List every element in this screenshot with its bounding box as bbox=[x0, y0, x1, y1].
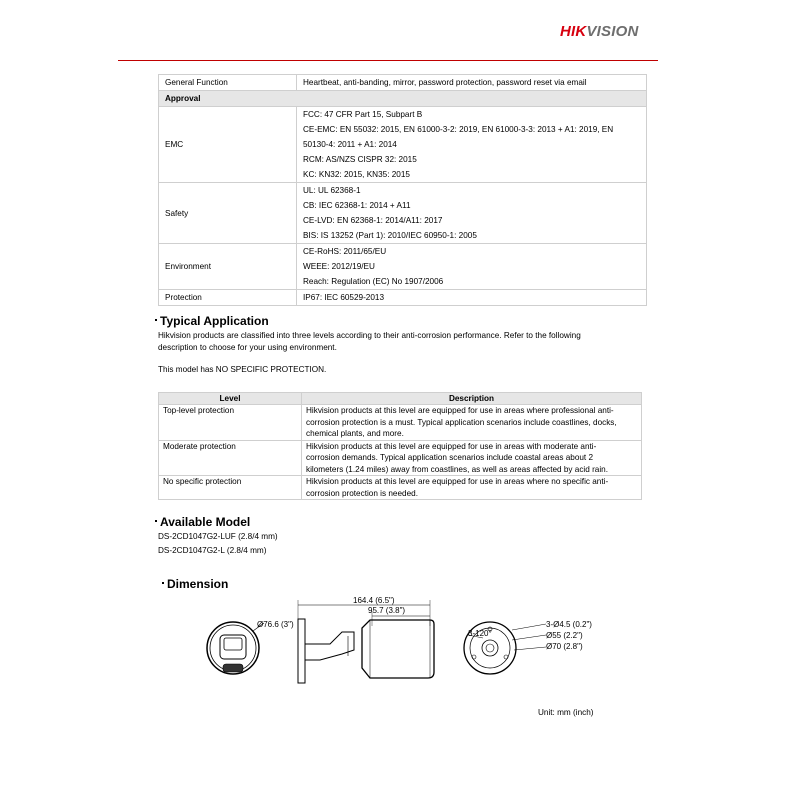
emc-label: EMC bbox=[159, 107, 297, 183]
logo-text-red: HIK bbox=[560, 23, 587, 40]
description-line: chemical plants, and more. bbox=[306, 429, 404, 438]
table-header-row bbox=[159, 393, 642, 405]
description-column-header: Description bbox=[302, 393, 642, 405]
approval-section-header bbox=[159, 91, 647, 107]
typical-application-title: Typical Application bbox=[160, 314, 269, 328]
general-function-value: Heartbeat, anti-banding, mirror, password protection, password reset via email bbox=[297, 75, 647, 91]
available-model-heading bbox=[155, 515, 250, 529]
intro-line: Hikvision products are classified into three levels according to their anti-corrosion performance. Refer to the following bbox=[158, 331, 581, 340]
bullet-icon bbox=[155, 319, 157, 321]
spec-table bbox=[158, 74, 647, 306]
table-row bbox=[159, 476, 642, 500]
level-name: Top-level protection bbox=[159, 405, 302, 441]
typical-application-heading bbox=[155, 314, 269, 328]
spec-line: 50130-4: 2011 + A1: 2014 bbox=[303, 140, 397, 149]
level-name: Moderate protection bbox=[159, 440, 302, 476]
available-model-title: Available Model bbox=[160, 515, 251, 529]
spec-line: CE-RoHS: 2011/65/EU bbox=[303, 247, 387, 256]
spec-line: WEEE: 2012/19/EU bbox=[303, 262, 375, 271]
spec-line: IP67: IEC 60529-2013 bbox=[303, 293, 385, 302]
spec-line: BIS: IS 13252 (Part 1): 2010/IEC 60950-1: 2005 bbox=[303, 231, 477, 240]
table-row bbox=[159, 75, 647, 91]
body-length-label: 95.7 (3.8") bbox=[368, 606, 406, 615]
unit-note: Unit: mm (inch) bbox=[538, 708, 594, 717]
spec-line: RCM: AS/NZS CISPR 32: 2015 bbox=[303, 155, 417, 164]
description-line: Hikvision products at this level are equipped for use in areas where professional anti- bbox=[306, 406, 614, 415]
spec-line: FCC: 47 CFR Part 15, Subpart B bbox=[303, 110, 423, 119]
table-row bbox=[159, 183, 647, 244]
model-item: DS-2CD1047G2-L (2.8/4 mm) bbox=[158, 546, 267, 555]
front-diameter-label: Ø76.6 (3") bbox=[257, 620, 294, 629]
protection-values bbox=[297, 290, 647, 306]
inner-diameter-label: Ø55 (2.2") bbox=[546, 631, 583, 640]
spec-line: CE-LVD: EN 62368-1: 2014/A11: 2017 bbox=[303, 216, 443, 225]
model-protection-note: This model has NO SPECIFIC PROTECTION. bbox=[158, 365, 327, 374]
description-line: corrosion protection is needed. bbox=[306, 488, 418, 498]
table-row bbox=[159, 290, 647, 306]
table-row bbox=[159, 440, 642, 476]
environment-label: Environment bbox=[159, 244, 297, 290]
dimension-drawing bbox=[150, 592, 610, 702]
table-row bbox=[159, 244, 647, 290]
level-description bbox=[302, 405, 642, 441]
base-diameter-label: Ø70 (2.8") bbox=[546, 642, 583, 651]
protection-levels-table bbox=[158, 392, 642, 500]
protection-label: Protection bbox=[159, 290, 297, 306]
dimension-heading bbox=[162, 577, 228, 591]
description-line: kilometers (1.24 miles) away from coastlines, as well as areas affected by acid rain. bbox=[306, 464, 609, 474]
hole-diameter-label: 3-Ø4.5 (0.2") bbox=[546, 620, 592, 629]
hole-angle-label: 3-120° bbox=[468, 629, 492, 638]
spec-line: UL: UL 62368-1 bbox=[303, 186, 361, 195]
description-line: corrosion demands. Typical application scenarios include coastal areas about 2 bbox=[306, 453, 594, 462]
level-description bbox=[302, 440, 642, 476]
safety-label: Safety bbox=[159, 183, 297, 244]
spec-line: CE-EMC: EN 55032: 2015, EN 61000-3-2: 2019, EN 61000-3-3: 2013 + A1: 2019, EN bbox=[303, 125, 614, 134]
level-column-header: Level bbox=[159, 393, 302, 405]
front-view bbox=[207, 620, 294, 674]
bullet-icon bbox=[162, 582, 164, 584]
environment-values bbox=[297, 244, 647, 290]
table-row bbox=[159, 107, 647, 183]
typical-application-intro bbox=[158, 330, 581, 354]
spec-line: CB: IEC 62368-1: 2014 + A11 bbox=[303, 201, 411, 210]
logo-text-gray: VISION bbox=[586, 23, 639, 40]
approval-header: Approval bbox=[159, 91, 647, 107]
dimension-title: Dimension bbox=[167, 577, 229, 591]
side-view bbox=[298, 596, 434, 683]
description-line: corrosion protection is a must. Typical application scenarios include coastlines, docks, bbox=[306, 417, 617, 427]
total-length-label: 164.4 (6.5") bbox=[353, 596, 395, 605]
description-line: Hikvision products at this level are equipped for use in areas with moderate anti- bbox=[306, 441, 597, 451]
intro-line: description to choose for your using environment. bbox=[158, 343, 337, 352]
base-view bbox=[464, 620, 592, 674]
emc-values bbox=[297, 107, 647, 183]
hikvision-logo bbox=[560, 25, 656, 41]
level-name: No specific protection bbox=[159, 476, 302, 500]
spec-line: KC: KN32: 2015, KN35: 2015 bbox=[303, 170, 410, 179]
table-row bbox=[159, 405, 642, 441]
description-line: Hikvision products at this level are equipped for use in areas where no specific anti- bbox=[306, 477, 609, 486]
bullet-icon bbox=[155, 520, 157, 522]
level-description bbox=[302, 476, 642, 500]
general-function-label: General Function bbox=[159, 75, 297, 91]
safety-values bbox=[297, 183, 647, 244]
model-item: DS-2CD1047G2-LUF (2.8/4 mm) bbox=[158, 532, 278, 541]
header-rule bbox=[118, 60, 658, 61]
spec-line: Reach: Regulation (EC) No 1907/2006 bbox=[303, 277, 444, 286]
